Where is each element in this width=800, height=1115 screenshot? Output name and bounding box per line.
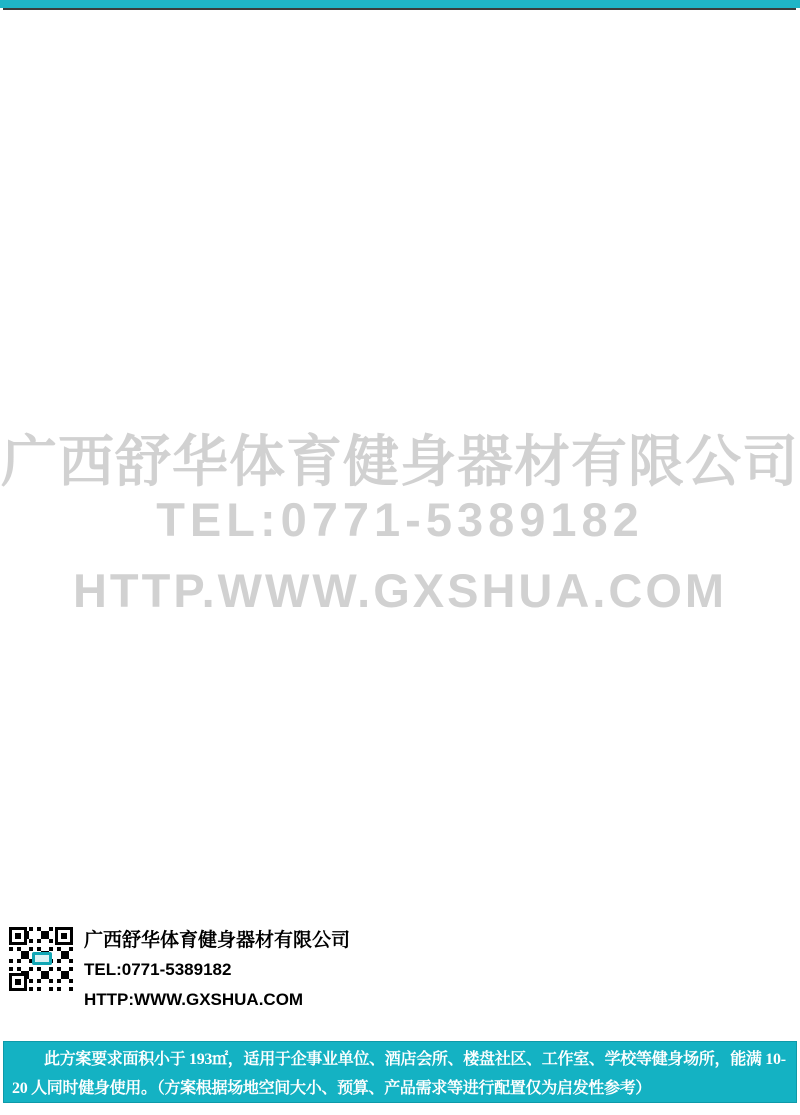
- watermark-tel: TEL:0771-5389182: [156, 493, 644, 546]
- stamp-website: HTTP:WWW.GXSHUA.COM: [84, 990, 304, 1010]
- footer-note-bar: [3, 1041, 797, 1103]
- qr-code-icon: [8, 926, 74, 992]
- equipment-table: [3, 8, 796, 10]
- company-stamp: [8, 926, 350, 1015]
- watermark-company: 广西舒华体育健身器材有限公司: [1, 430, 799, 493]
- footer-note-text: 此方案要求面积小于 193㎡，适用于企事业单位、酒店会所、楼盘社区、工作室、学校等健身场所，能满 10-20 人同时健身使用。（方案根据场地空间大小、预算、产品需求等进行配置仅为启发性参考）: [12, 1051, 786, 1097]
- stamp-company-name: 广西舒华体育健身器材有限公司: [84, 930, 351, 951]
- watermark-url: HTTP.WWW.GXSHUA.COM: [72, 564, 728, 617]
- top-accent-strip: [0, 0, 800, 8]
- stamp-telephone: TEL:0771-5389182: [84, 960, 232, 980]
